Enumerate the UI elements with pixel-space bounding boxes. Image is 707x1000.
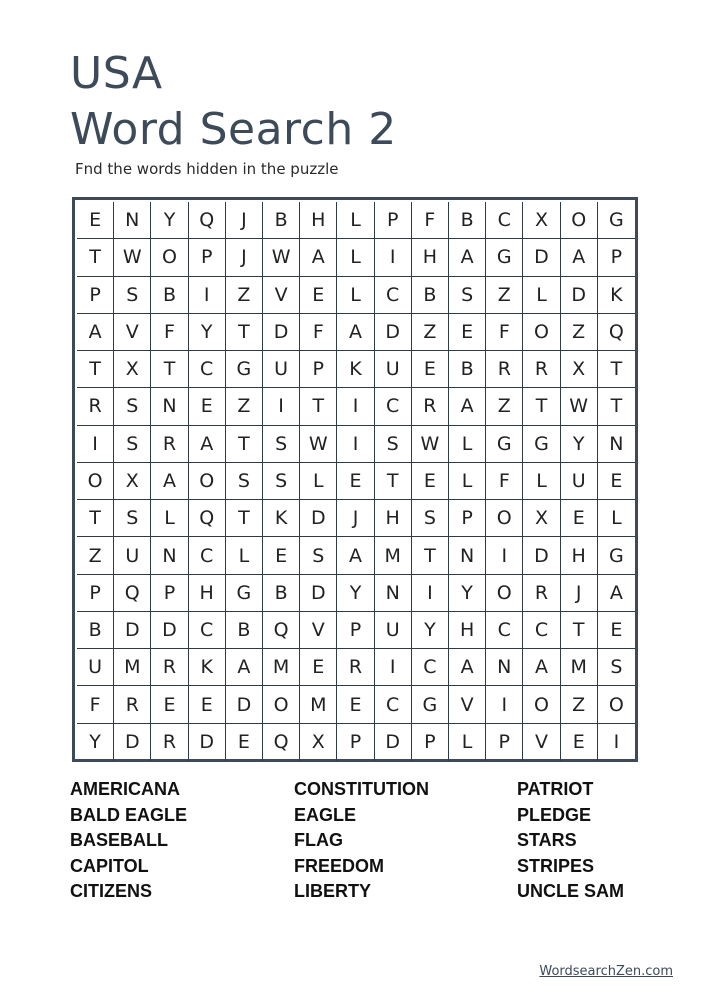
grid-cell[interactable]: B [151,277,188,314]
grid-cell[interactable]: O [598,686,635,723]
grid-cell[interactable]: I [375,649,412,686]
grid-cell[interactable]: M [263,649,300,686]
grid-cell[interactable]: A [449,388,486,425]
grid-cell[interactable]: A [77,314,114,351]
grid-cell[interactable]: E [151,686,188,723]
grid-cell[interactable]: L [151,500,188,537]
grid-cell[interactable]: D [226,686,263,723]
grid-cell[interactable]: Q [263,724,300,761]
grid-cell[interactable]: M [561,649,598,686]
grid-cell[interactable]: Q [114,575,151,612]
grid-cell[interactable]: Y [189,314,226,351]
grid-cell[interactable]: E [561,500,598,537]
word-item: PLEDGE [517,804,592,825]
grid-cell[interactable]: F [77,686,114,723]
grid-cell[interactable]: T [226,500,263,537]
grid-cell[interactable]: R [151,426,188,463]
grid-cell[interactable]: G [598,537,635,574]
grid-cell[interactable]: G [598,202,635,239]
word-item: UNCLE SAM [517,881,624,902]
grid-cell[interactable]: T [77,239,114,276]
grid-cell[interactable]: Z [561,686,598,723]
grid-cell[interactable]: B [77,612,114,649]
grid-cell[interactable]: C [486,202,523,239]
grid-cell[interactable]: J [226,202,263,239]
grid-cell[interactable]: T [151,351,188,388]
grid-cell[interactable]: Y [449,575,486,612]
grid-cell[interactable]: P [598,239,635,276]
grid-cell[interactable]: U [114,537,151,574]
grid-cell[interactable]: E [561,724,598,761]
grid-cell[interactable]: A [337,537,374,574]
grid-cell[interactable]: S [300,537,337,574]
word-item: BASEBALL [70,830,168,851]
grid-cell[interactable]: K [263,500,300,537]
grid-cell[interactable]: U [561,463,598,500]
word-column-2 [294,777,517,905]
word-item: STARS [517,830,577,851]
grid-cell[interactable]: B [449,202,486,239]
grid-cell[interactable]: A [189,426,226,463]
grid-cell[interactable]: D [300,575,337,612]
word-item: BALD EAGLE [70,804,187,825]
grid-cell[interactable]: C [375,388,412,425]
grid-cell[interactable]: Q [189,500,226,537]
grid-cell[interactable]: I [486,537,523,574]
grid-cell[interactable]: G [486,426,523,463]
grid-cell[interactable]: I [263,388,300,425]
grid-cell[interactable]: V [263,277,300,314]
grid-cell[interactable]: V [114,314,151,351]
grid-cell[interactable]: T [77,351,114,388]
grid-cell[interactable]: W [263,239,300,276]
grid-cell[interactable]: T [412,537,449,574]
grid-cell[interactable]: N [598,426,635,463]
grid-cell[interactable]: O [523,314,560,351]
grid-cell[interactable]: N [375,575,412,612]
grid-cell[interactable]: E [263,537,300,574]
grid-cell[interactable]: L [449,426,486,463]
grid-cell[interactable]: E [300,649,337,686]
grid-cell[interactable]: W [561,388,598,425]
grid-cell[interactable]: D [523,537,560,574]
grid-cell[interactable]: T [375,463,412,500]
grid-cell[interactable]: P [412,724,449,761]
word-item: EAGLE [294,804,357,825]
grid-cell[interactable]: E [337,463,374,500]
grid-cell[interactable]: Y [561,426,598,463]
grid-cell[interactable]: A [561,239,598,276]
grid-cell[interactable]: E [412,463,449,500]
grid-cell[interactable]: N [486,649,523,686]
grid-cell[interactable]: E [226,724,263,761]
grid-cell[interactable]: B [412,277,449,314]
grid-cell[interactable]: I [486,686,523,723]
grid-cell[interactable]: C [189,612,226,649]
grid-cell[interactable]: A [449,239,486,276]
grid-cell[interactable]: Y [412,612,449,649]
grid-cell[interactable]: H [375,500,412,537]
grid-cell[interactable]: O [151,239,188,276]
grid-cell[interactable]: D [263,314,300,351]
grid-cell[interactable]: B [226,612,263,649]
grid-cell[interactable]: L [226,537,263,574]
grid-cell[interactable]: O [523,686,560,723]
grid-cell[interactable]: C [189,537,226,574]
grid-cell[interactable]: E [449,314,486,351]
grid-cell[interactable]: I [613,731,620,754]
grid-cell[interactable]: E [189,686,226,723]
puzzle-frame [72,197,638,762]
letter-grid [77,202,635,761]
grid-cell[interactable]: R [337,649,374,686]
word-column-3 [517,777,697,905]
grid-cell[interactable]: E [300,277,337,314]
grid-cell[interactable]: F [486,463,523,500]
grid-cell[interactable]: H [561,537,598,574]
grid-cell[interactable]: B [263,575,300,612]
grid-cell[interactable]: Z [412,314,449,351]
grid-cell[interactable]: L [337,202,374,239]
grid-cell[interactable]: P [189,239,226,276]
grid-cell[interactable]: P [449,500,486,537]
grid-cell[interactable]: T [598,351,635,388]
grid-cell[interactable]: O [561,202,598,239]
grid-cell[interactable]: S [114,277,151,314]
grid-cell[interactable]: D [300,500,337,537]
grid-cell[interactable]: N [114,202,151,239]
grid-cell[interactable]: Q [598,314,635,351]
grid-cell[interactable]: T [561,612,598,649]
grid-cell[interactable]: K [189,649,226,686]
word-item: PATRIOT [517,779,594,799]
instructions-text: Fnd the words hidden in the puzzle [75,160,339,178]
grid-cell[interactable]: U [263,351,300,388]
grid-cell[interactable]: P [151,575,188,612]
grid-cell[interactable]: N [151,537,188,574]
grid-cell[interactable]: G [523,426,560,463]
grid-cell[interactable]: P [300,351,337,388]
grid-cell[interactable]: X [561,351,598,388]
grid-cell[interactable]: L [337,277,374,314]
grid-cell[interactable]: S [263,463,300,500]
grid-cell[interactable]: R [114,686,151,723]
word-item: CONSTITUTION [294,779,429,799]
grid-cell[interactable]: R [523,351,560,388]
grid-cell[interactable]: D [114,612,151,649]
grid-cell[interactable]: G [486,239,523,276]
grid-cell[interactable]: H [412,239,449,276]
grid-cell[interactable]: S [263,426,300,463]
grid-cell[interactable]: D [561,277,598,314]
grid-cell[interactable]: A [449,649,486,686]
grid-cell[interactable]: L [523,463,560,500]
grid-cell[interactable]: L [598,500,635,537]
grid-cell[interactable]: I [189,277,226,314]
grid-cell[interactable]: M [300,686,337,723]
grid-cell[interactable]: L [449,463,486,500]
grid-cell[interactable]: X [114,351,151,388]
grid-cell[interactable]: L [337,239,374,276]
grid-cell[interactable]: C [412,649,449,686]
grid-cell[interactable]: R [151,724,188,761]
grid-cell[interactable]: B [449,351,486,388]
grid-cell[interactable]: E [412,351,449,388]
grid-cell[interactable]: Y [151,202,188,239]
word-item: CITIZENS [70,881,153,902]
grid-cell[interactable]: P [77,277,114,314]
grid-cell[interactable]: Z [561,314,598,351]
word-column-1 [70,777,294,905]
grid-cell[interactable]: Q [189,202,226,239]
grid-cell[interactable]: O [189,463,226,500]
grid-cell[interactable]: Y [337,575,374,612]
grid-cell[interactable]: R [77,388,114,425]
grid-cell[interactable]: C [189,351,226,388]
grid-cell[interactable]: Z [226,388,263,425]
page-title [70,46,397,158]
grid-cell[interactable]: J [561,575,598,612]
word-list [70,777,697,905]
grid-cell[interactable]: O [486,500,523,537]
grid-cell[interactable]: V [449,686,486,723]
grid-cell[interactable]: G [226,575,263,612]
title-line-2: Word Search 2 [70,104,397,155]
grid-cell[interactable]: P [486,724,523,761]
grid-cell[interactable]: T [523,388,560,425]
grid-cell[interactable]: X [523,202,560,239]
grid-cell[interactable]: F [151,314,188,351]
grid-cell[interactable]: C [375,686,412,723]
grid-cell[interactable]: S [598,649,635,686]
grid-cell[interactable]: P [77,575,114,612]
grid-cell[interactable]: I [375,239,412,276]
grid-cell[interactable]: J [337,500,374,537]
grid-cell[interactable]: D [151,612,188,649]
grid-cell[interactable]: N [151,388,188,425]
grid-cell[interactable]: T [226,314,263,351]
grid-cell[interactable]: T [77,500,114,537]
word-item: CAPITOL [70,855,149,876]
grid-cell[interactable]: L [300,463,337,500]
grid-cell[interactable]: A [337,314,374,351]
grid-cell[interactable]: S [114,388,151,425]
grid-cell[interactable]: S [375,426,412,463]
grid-cell[interactable]: R [523,575,560,612]
grid-cell[interactable]: H [449,612,486,649]
grid-cell[interactable]: O [486,575,523,612]
grid-cell[interactable]: U [375,612,412,649]
grid-cell[interactable]: S [226,463,263,500]
grid-cell[interactable]: U [375,351,412,388]
grid-cell[interactable]: D [375,724,412,761]
grid-cell[interactable]: S [114,426,151,463]
grid-cell[interactable]: T [598,388,635,425]
grid-cell[interactable]: Z [226,277,263,314]
grid-cell[interactable]: X [114,463,151,500]
grid-cell[interactable]: A [151,463,188,500]
grid-cell[interactable]: K [598,277,635,314]
grid-cell[interactable]: I [77,426,114,463]
grid-cell[interactable]: Z [486,277,523,314]
grid-cell[interactable]: W [412,426,449,463]
grid-cell[interactable]: Q [263,612,300,649]
grid-cell[interactable]: D [189,724,226,761]
grid-cell[interactable]: V [300,612,337,649]
grid-cell[interactable]: M [375,537,412,574]
grid-cell[interactable]: X [300,724,337,761]
grid-cell[interactable]: Z [486,388,523,425]
grid-cell[interactable]: I [337,426,374,463]
grid-cell[interactable]: A [226,649,263,686]
grid-cell[interactable]: R [486,351,523,388]
grid-cell[interactable]: B [263,202,300,239]
grid-cell[interactable]: E [189,388,226,425]
grid-cell[interactable]: T [300,388,337,425]
grid-cell[interactable]: U [77,649,114,686]
grid-cell[interactable]: E [77,202,114,239]
grid-cell[interactable]: D [375,314,412,351]
grid-cell[interactable]: D [114,724,151,761]
site-link[interactable]: WordsearchZen.com [539,964,673,979]
grid-cell[interactable]: G [412,686,449,723]
grid-cell[interactable]: E [337,686,374,723]
grid-cell[interactable]: S [412,500,449,537]
word-item: AMERICANA [70,779,180,799]
grid-cell[interactable]: A [598,575,635,612]
grid-cell[interactable]: O [77,463,114,500]
grid-cell[interactable]: H [189,575,226,612]
grid-cell[interactable]: W [114,239,151,276]
grid-cell[interactable]: M [114,649,151,686]
grid-cell[interactable]: V [523,724,560,761]
grid-cell[interactable]: R [151,649,188,686]
grid-cell[interactable]: E [598,612,635,649]
grid-cell[interactable]: W [300,426,337,463]
grid-cell[interactable]: X [523,500,560,537]
grid-cell[interactable]: P [337,612,374,649]
grid-cell[interactable]: C [375,277,412,314]
grid-cell[interactable]: F [486,314,523,351]
grid-cell[interactable]: G [226,351,263,388]
word-item: FLAG [294,830,343,851]
grid-cell[interactable]: F [300,314,337,351]
grid-cell[interactable]: I [337,388,374,425]
grid-cell[interactable]: Y [77,724,114,761]
grid-cell[interactable]: A [300,239,337,276]
grid-cell[interactable]: A [523,649,560,686]
grid-cell[interactable]: F [412,202,449,239]
grid-cell[interactable]: C [486,612,523,649]
title-line-1: USA [70,48,163,99]
grid-cell[interactable]: P [375,202,412,239]
word-item: STRIPES [517,855,595,876]
grid-cell[interactable]: L [523,277,560,314]
grid-cell[interactable]: S [449,277,486,314]
grid-cell[interactable]: D [523,239,560,276]
grid-cell[interactable]: O [263,686,300,723]
grid-cell[interactable]: C [523,612,560,649]
grid-cell[interactable]: S [114,500,151,537]
grid-cell[interactable]: I [412,575,449,612]
grid-cell[interactable]: K [337,351,374,388]
grid-cell[interactable]: P [337,724,374,761]
word-item: LIBERTY [294,881,372,902]
grid-cell[interactable]: H [300,202,337,239]
grid-cell[interactable]: J [226,239,263,276]
word-item: FREEDOM [294,855,384,876]
grid-cell[interactable]: T [226,426,263,463]
grid-cell[interactable]: R [412,388,449,425]
grid-cell[interactable]: N [449,537,486,574]
grid-cell[interactable]: L [449,724,486,761]
grid-cell[interactable]: E [598,463,635,500]
grid-cell[interactable]: Z [77,537,114,574]
